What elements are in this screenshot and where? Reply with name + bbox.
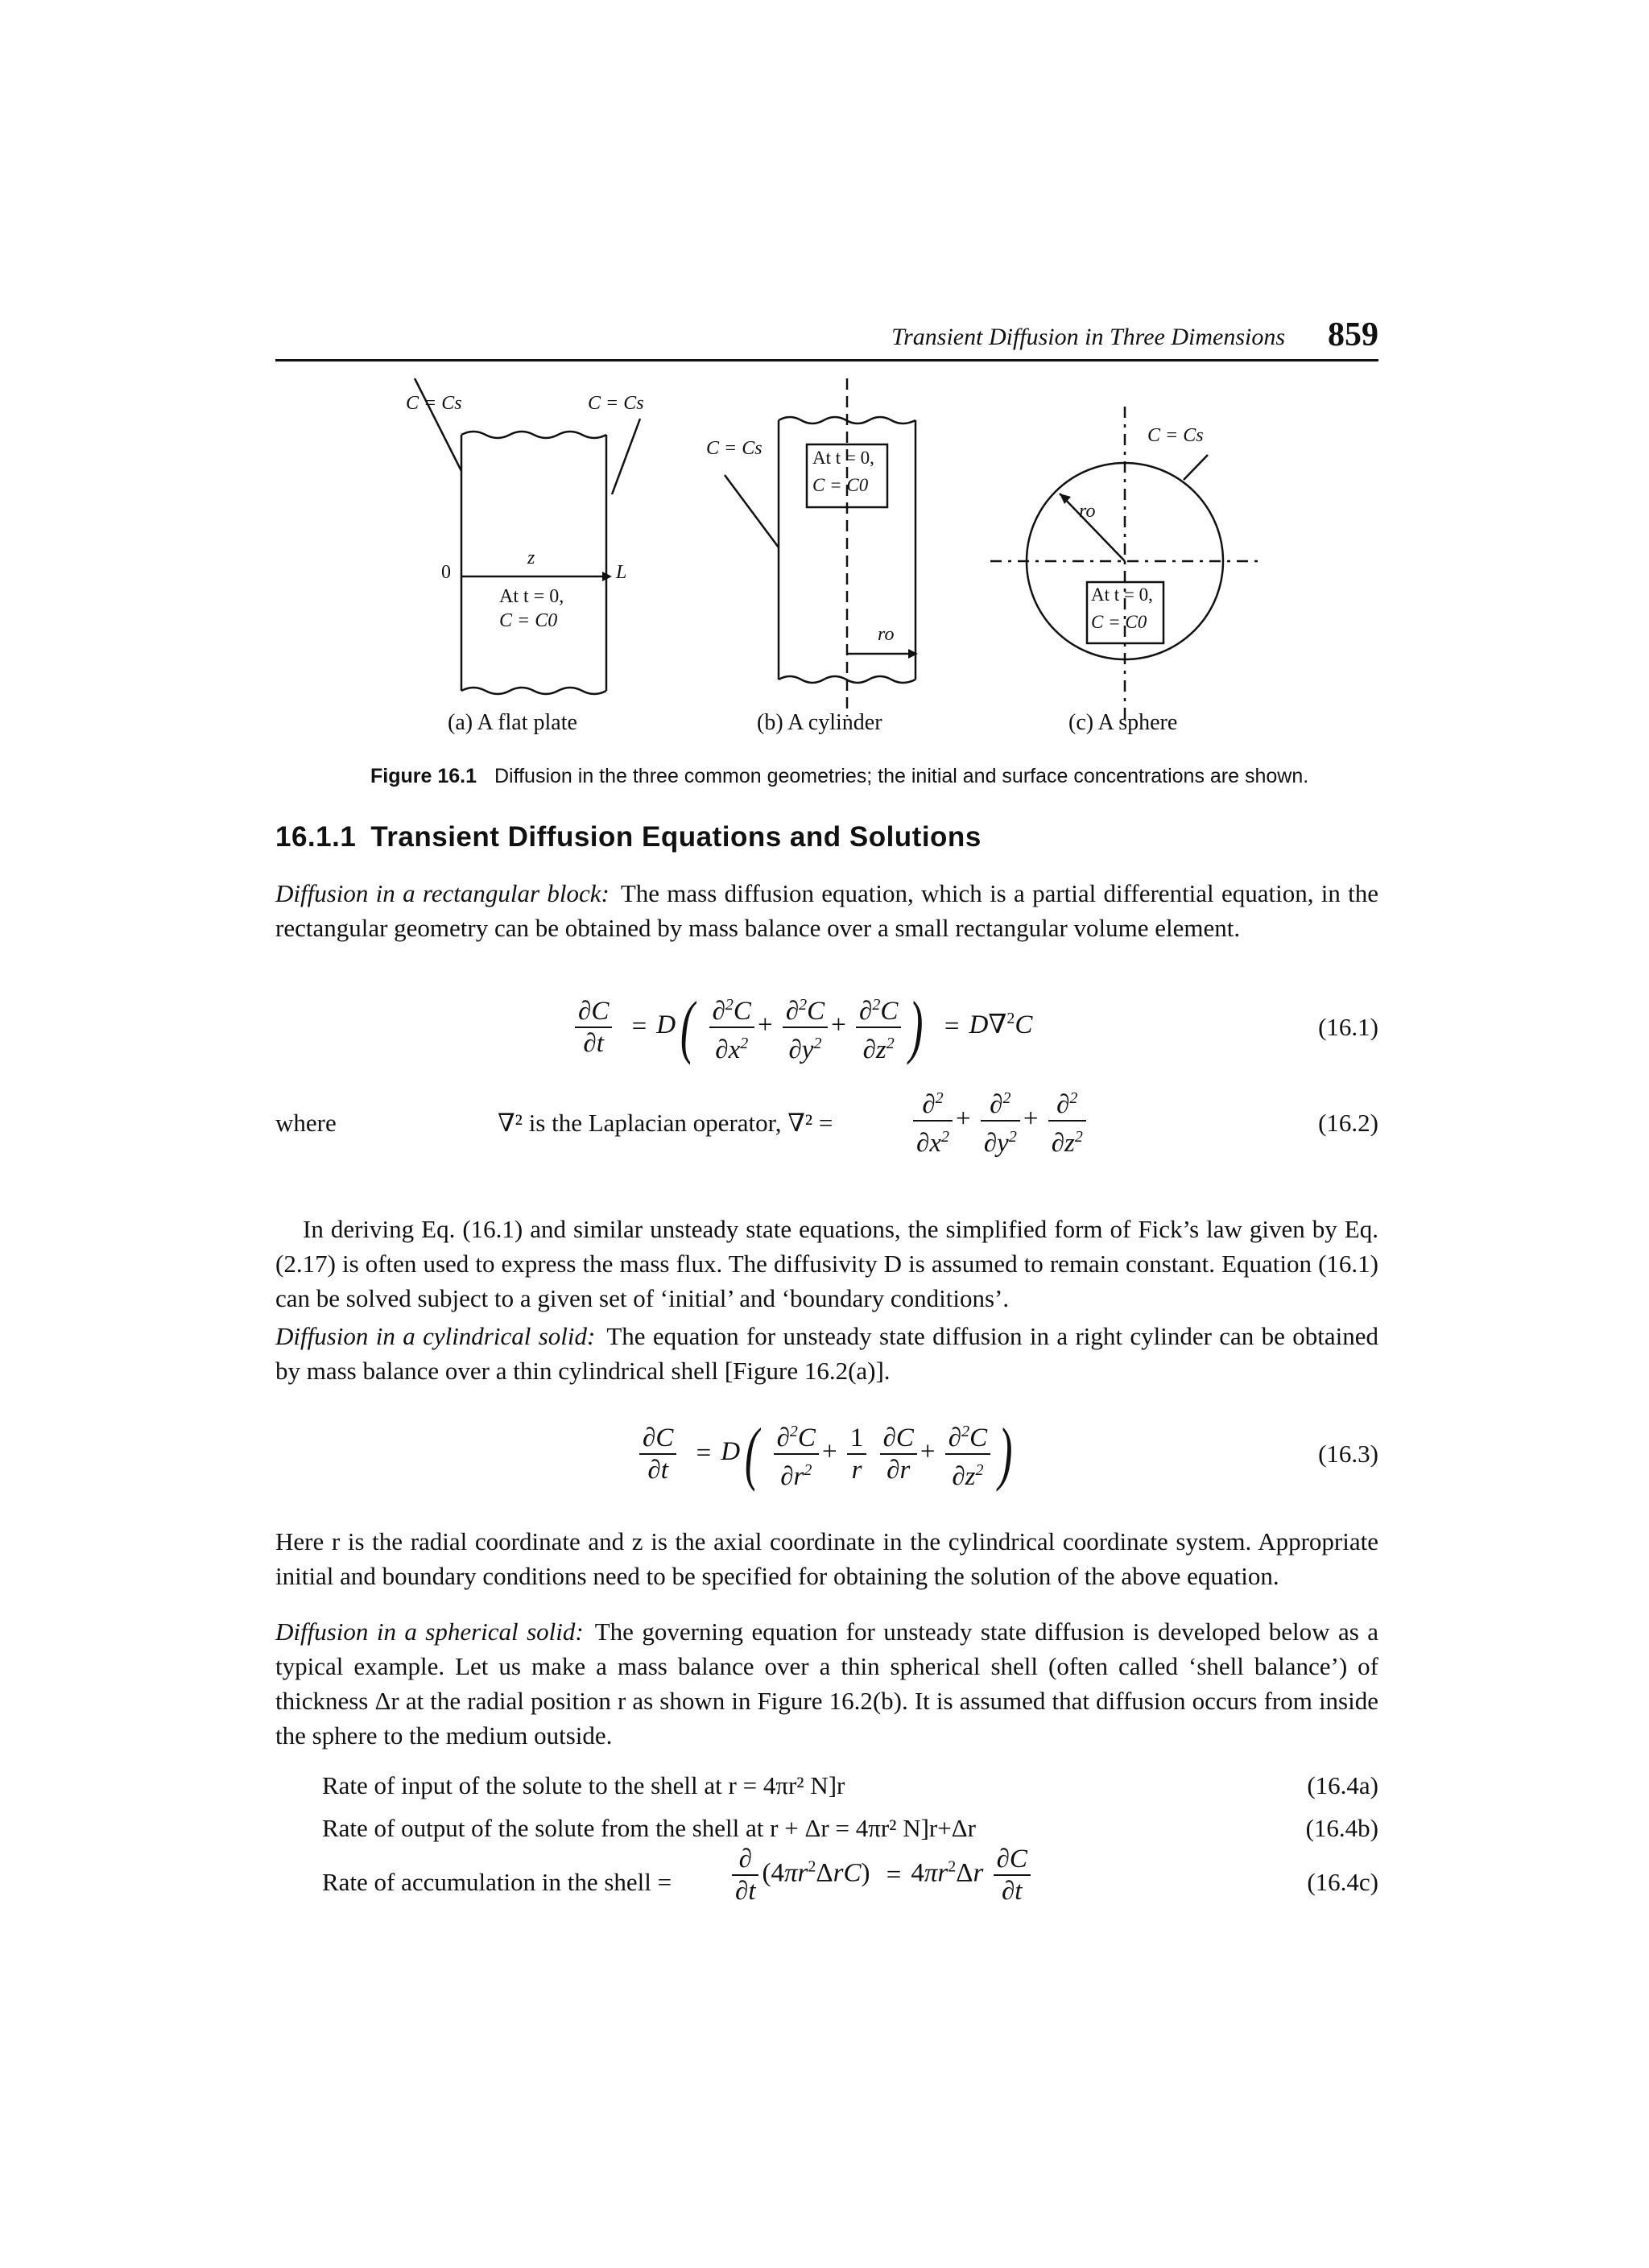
plate-label-cs-right: C = Cs: [588, 393, 644, 414]
paragraph-rectangular: [275, 876, 1378, 945]
equation-number-16-3: (16.3): [1318, 1440, 1378, 1468]
running-title: Transient Diffusion in Three Dimensions: [891, 324, 1285, 350]
sphere-initial-line2: C = C0: [1091, 612, 1147, 632]
equation-number-16-4c: (16.4c): [1307, 1868, 1378, 1896]
sphere-initial-line1: At t = 0,: [1091, 585, 1153, 605]
cylinder-initial-line1: At t = 0,: [812, 448, 874, 468]
section-title: Transient Diffusion Equations and Solutions: [370, 821, 982, 853]
plate-L-label: L: [616, 562, 627, 583]
lead-cylindrical: Diffusion in a cylindrical solid:: [275, 1322, 596, 1350]
figure-caption: [370, 765, 1308, 788]
paragraph-spherical: [275, 1614, 1378, 1753]
text-rectangular: The mass diffusion equation, which is a partial differential equation, in the rectangular geometry can be obtained by mass balance over a small rectangular volume element.: [275, 879, 1378, 942]
where-label: where: [275, 1109, 337, 1137]
equation-number-16-4b: (16.4b): [1305, 1814, 1378, 1842]
sphere-radius-label: ro: [1079, 501, 1096, 522]
plate-initial-line2: C = C0: [499, 610, 558, 631]
plate-caption: (a) A flat plate: [448, 710, 577, 735]
cylinder-initial-line2: C = C0: [812, 475, 869, 495]
laplacian-text: ∇² is the Laplacian operator, ∇² =: [498, 1109, 833, 1137]
equation-16-4a: Rate of input of the solute to the shell at r = 4πr² N]r: [322, 1771, 845, 1799]
equation-16-4c: $\frac{\partial}{\partial t}$ $(4\pi r^2\Delta rC) = 4\pi r^2\Delta r$ $\frac{\partial C}{\partial t}$: [729, 1844, 1034, 1907]
cylinder-shape: [725, 378, 915, 717]
paragraph-cylindrical: [275, 1319, 1378, 1388]
flat-plate-shape: [415, 378, 640, 694]
figure-caption-text: Diffusion in the three common geometries; the initial and surface concentrations are shown.: [494, 765, 1309, 787]
equation-number-16-1: (16.1): [1318, 1013, 1378, 1041]
equation-number-16-2: (16.2): [1318, 1109, 1378, 1137]
paragraph-fick: In deriving Eq. (16.1) and similar unsteady state equations, the simplified form of Fick’s law given by Eq. (2.17) is often used to express the mass flux. The diffusivity D is assumed to remain constant. Equation (16.1) can be solved subject to a given set of ‘initial’ and ‘boundary conditions’.: [275, 1215, 1378, 1312]
plate-z-label: z: [527, 547, 535, 568]
lead-spherical: Diffusion in a spherical solid:: [275, 1617, 584, 1646]
text-cylindrical: The equation for unsteady state diffusion in a right cylinder can be obtained by mass balance over a thin cylindrical shell [Figure 16.2(a)].: [275, 1322, 1378, 1385]
section-number: 16.1.1: [275, 821, 357, 853]
cylinder-label-cs: C = Cs: [706, 438, 763, 459]
cylinder-radius-label: ro: [878, 624, 895, 645]
text-spherical: The governing equation for unsteady state diffusion is developed below as a typical example. Let us make a mass balance over a thin spherical shell (often called ‘shell balance’) of thickness Δr at the radial position r as shown in Figure 16.2(b). It is assumed that diffusion occurs from inside the sphere to the medium outside.: [275, 1617, 1378, 1750]
paragraph-coordinates: Here r is the radial coordinate and z is the axial coordinate in the cylindrical coordinate system. Appropriate initial and boundary conditions need to be specified for obtaining the solution of the above equation.: [275, 1527, 1378, 1590]
page-number: 859: [1328, 316, 1378, 353]
sphere-label-cs: C = Cs: [1147, 425, 1204, 446]
sphere-caption: (c) A sphere: [1068, 710, 1178, 735]
equation-number-16-4a: (16.4a): [1307, 1771, 1378, 1799]
equation-16-2: $\frac{\partial^2}{\partial x^2}$ + $\frac{\partial^2}{\partial y^2}$ + $\frac{\partial^2}{\partial z^2}$: [910, 1083, 1089, 1159]
plate-initial-line1: At t = 0,: [499, 586, 564, 607]
lead-rectangular: Diffusion in a rectangular block:: [275, 879, 610, 907]
equation-16-1: $\frac{\partial C}{\partial t}$ = D( $\frac{\partial^2C}{\partial x^2}$ + $\frac{\partial^2C}{\partial y^2}$ + $\frac{\partial^2C}{\partial z^2}$ ) = D∇$^2$C: [572, 986, 1032, 1068]
equation-16-4c-lead: Rate of accumulation in the shell =: [322, 1868, 672, 1896]
section-heading: [275, 821, 982, 853]
equation-16-4b: Rate of output of the solute from the shell at r + Δr = 4πr² N]r+Δr: [322, 1814, 976, 1842]
cylinder-caption: (b) A cylinder: [757, 710, 882, 735]
figure-caption-label: Figure 16.1: [370, 765, 477, 787]
sphere-shape: [990, 407, 1258, 721]
plate-label-cs-left: C = Cs: [406, 393, 462, 414]
equation-16-3: $\frac{\partial C}{\partial t}$ = D( $\frac{\partial^2C}{\partial r^2}$ + $\frac{1}{r}$ $\frac{\partial C}{\partial r}$ + $\frac{\partial^2C}{\partial z^2}$ ): [636, 1413, 1017, 1494]
plate-zero-label: 0: [441, 562, 451, 583]
